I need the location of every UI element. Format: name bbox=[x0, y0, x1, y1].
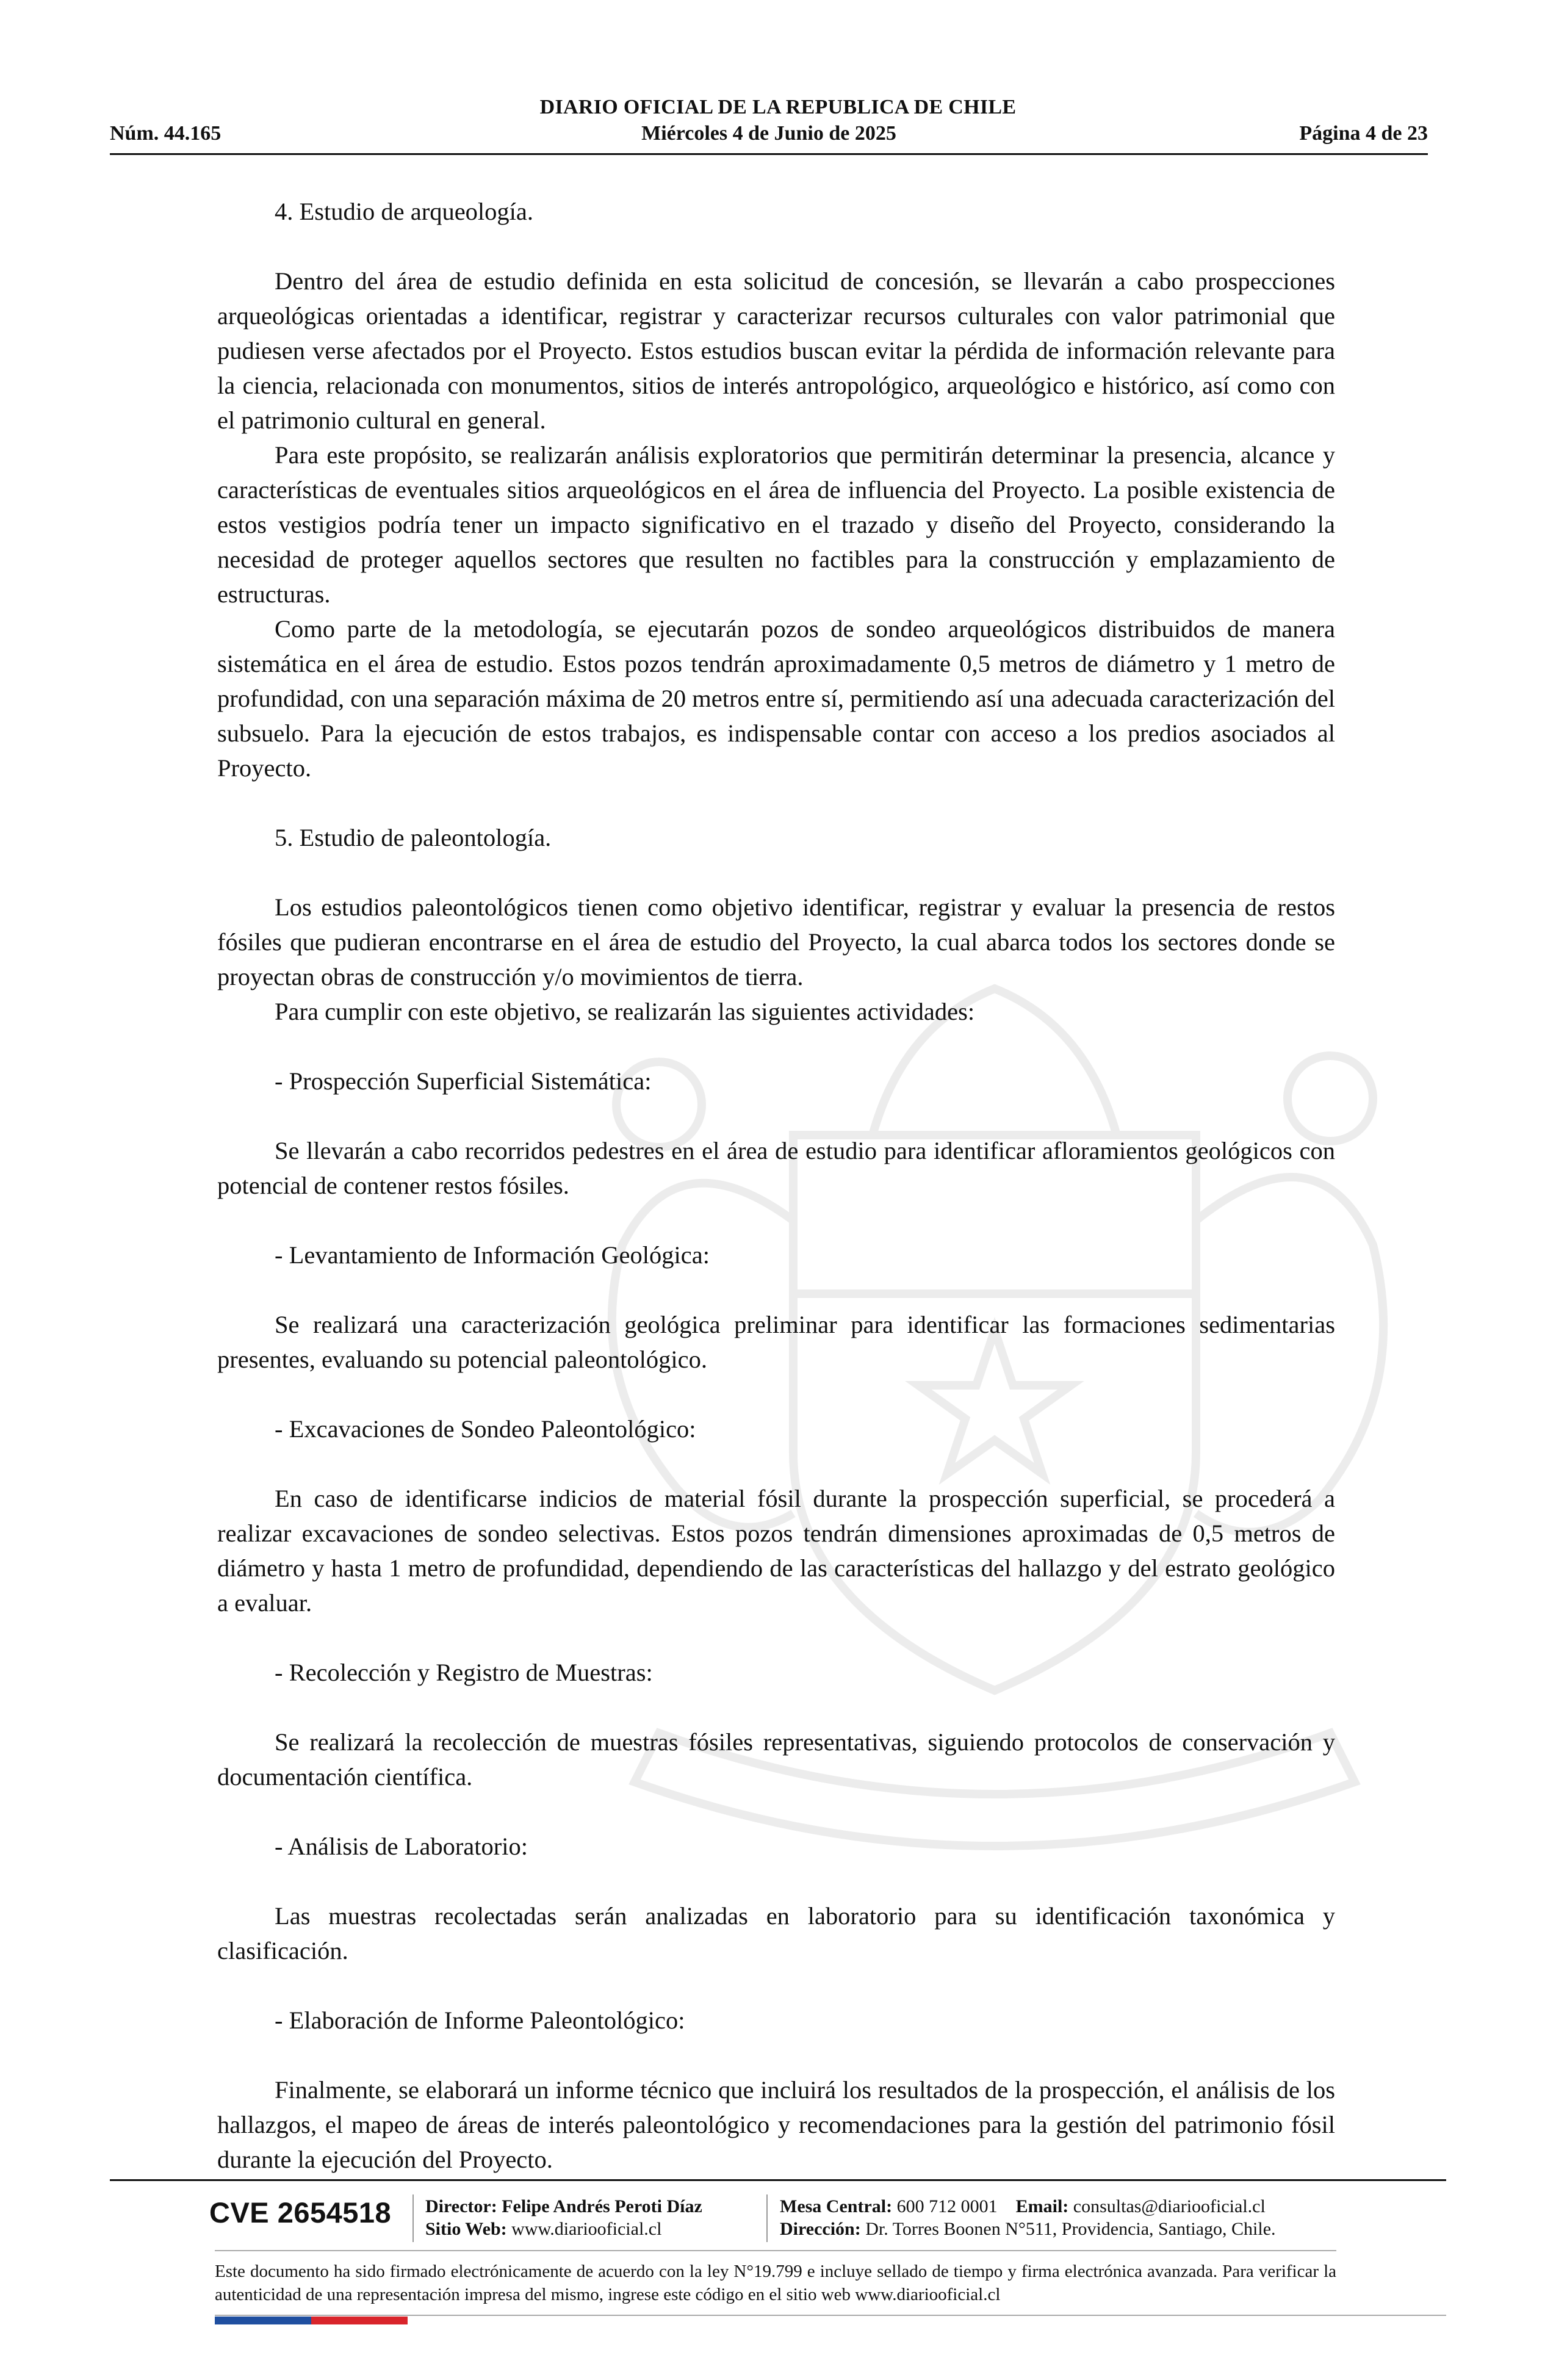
footer-director-block bbox=[425, 2195, 702, 2240]
activity-title: - Recolección y Registro de Muestras: bbox=[275, 1659, 653, 1686]
footer-contact-block bbox=[780, 2195, 1276, 2240]
activity-text: Se realizará la recolección de muestras fósiles representativas, siguiendo protocolos de conservación y documentación científica. bbox=[217, 1728, 1335, 1790]
issue-number: Núm. 44.165 bbox=[110, 122, 222, 145]
footer-separator bbox=[412, 2194, 414, 2242]
footer-divider bbox=[110, 2179, 1446, 2181]
activity-text: Las muestras recolectadas serán analizadas en laboratorio para su identificación taxonómica y clasificación. bbox=[217, 1902, 1335, 1964]
paragraph: Los estudios paleontológicos tienen como objetivo identificar, registrar y evaluar la presencia de restos fósiles que pudieran encontrarse en el área de estudio del Proyecto, la cual abarca todos los sectores donde se proyectan obras de construcción y/o movimientos de tierra. bbox=[217, 893, 1335, 990]
website-link[interactable]: www.diariooficial.cl bbox=[511, 2219, 662, 2239]
section-heading-paleontology: 5. Estudio de paleontología. bbox=[275, 824, 552, 851]
publication-title: DIARIO OFICIAL DE LA REPUBLICA DE CHILE bbox=[539, 96, 1017, 118]
flag-blue-stripe bbox=[215, 2317, 311, 2324]
header-divider bbox=[110, 153, 1428, 155]
activity-title: - Análisis de Laboratorio: bbox=[275, 1833, 528, 1860]
footer-bottom-divider bbox=[215, 2315, 1446, 2316]
flag-red-stripe bbox=[311, 2317, 408, 2324]
address-text: Dr. Torres Boonen N°511, Providencia, Santiago, Chile. bbox=[865, 2219, 1276, 2239]
email-label: Email: bbox=[1015, 2196, 1069, 2216]
footer-separator bbox=[766, 2194, 768, 2242]
activity-title: - Elaboración de Informe Paleontológico: bbox=[275, 2007, 685, 2034]
signature-note: Este documento ha sido firmado electrónicamente de acuerdo con la ley N°19.799 e incluye sellado de tiempo y firma electrónica avanzada. Para verificar la autenticidad de una representación impresa del mismo, ingrese este código en el sitio web www.diariooficial.cl bbox=[215, 2262, 1336, 2304]
paragraph: Como parte de la metodología, se ejecutarán pozos de sondeo arqueológicos distribuidos de manera sistemática en el área de estudio. Estos pozos tendrán aproximadamente 0,5 metros de diámetro y 1 metro de profundidad, con una separación máxima de 20 metros entre sí, permitiendo así una adecuada caracterización del subsuelo. Para la ejecución de estos trabajos, es indispensable contar con acceso a los predios asociados al Proyecto. bbox=[217, 615, 1335, 782]
section-heading-archaeology: 4. Estudio de arqueología. bbox=[275, 198, 534, 225]
activity-text: En caso de identificarse indicios de material fósil durante la prospección superficial, se procederá a realizar excavaciones de sondeo selectivas. Estos pozos tendrán dimensiones aproximadas de 0,5 metros de diámetro y hasta 1 metro de profundidad, dependiendo de las características del hallazgo y del estrato geológico a evaluar. bbox=[217, 1485, 1335, 1617]
cve-code: CVE 2654518 bbox=[209, 2196, 392, 2229]
paragraph: Para este propósito, se realizarán análisis exploratorios que permitirán determinar la presencia, alcance y características de eventuales sitios arqueológicos en el área de influencia del Proyecto. La posible existencia de estos vestigios podría tener un impacto significativo en el trazado y diseño del Proyecto, considerando la necesidad de proteger aquellos sectores que resulten no factibles para la construcción y emplazamiento de estructuras. bbox=[217, 441, 1335, 608]
email-link[interactable]: consultas@diariooficial.cl bbox=[1073, 2196, 1266, 2216]
director-label: Director: bbox=[425, 2196, 497, 2216]
director-name: Felipe Andrés Peroti Díaz bbox=[502, 2196, 702, 2216]
flag-stripe bbox=[215, 2317, 408, 2324]
activity-text: Finalmente, se elaborará un informe técnico que incluirá los resultados de la prospección, el análisis de los hallazgos, el mapeo de áreas de interés paleontológico y recomendaciones para la gestión del patrimonio fósil durante la ejecución del Proyecto. bbox=[217, 2076, 1335, 2173]
footer-inner-divider bbox=[215, 2250, 1336, 2251]
phone-number: 600 712 0001 bbox=[896, 2196, 998, 2216]
activity-title: - Excavaciones de Sondeo Paleontológico: bbox=[275, 1415, 696, 1443]
header-row bbox=[110, 122, 1428, 149]
website-label: Sitio Web: bbox=[425, 2219, 507, 2239]
address-label: Dirección: bbox=[780, 2219, 861, 2239]
activity-text: Se realizará una caracterización geológica preliminar para identificar las formaciones sedimentarias presentes, evaluando su potencial paleontológico. bbox=[217, 1311, 1335, 1373]
paragraph: Dentro del área de estudio definida en esta solicitud de concesión, se llevarán a cabo prospecciones arqueológicas orientadas a identificar, registrar y caracterizar recursos culturales con valor patrimonial que pudiesen verse afectados por el Proyecto. Estos estudios buscan evitar la pérdida de información relevante para la ciencia, relacionada con monumentos, sitios de interés antropológico, arqueológico e histórico, así como con el patrimonio cultural en general. bbox=[217, 267, 1335, 434]
activity-text: Se llevarán a cabo recorridos pedestres en el área de estudio para identificar afloramientos geológicos con potencial de contener restos fósiles. bbox=[217, 1137, 1335, 1199]
document-body bbox=[217, 194, 1335, 2177]
activity-title: - Prospección Superficial Sistemática: bbox=[275, 1067, 652, 1095]
paragraph: Para cumplir con este objetivo, se realizarán las siguientes actividades: bbox=[275, 998, 975, 1025]
phone-label: Mesa Central: bbox=[780, 2196, 893, 2216]
page-indicator: Página 4 de 23 bbox=[1299, 122, 1428, 145]
activity-title: - Levantamiento de Información Geológica: bbox=[275, 1241, 710, 1269]
issue-date: Miércoles 4 de Junio de 2025 bbox=[641, 122, 896, 145]
